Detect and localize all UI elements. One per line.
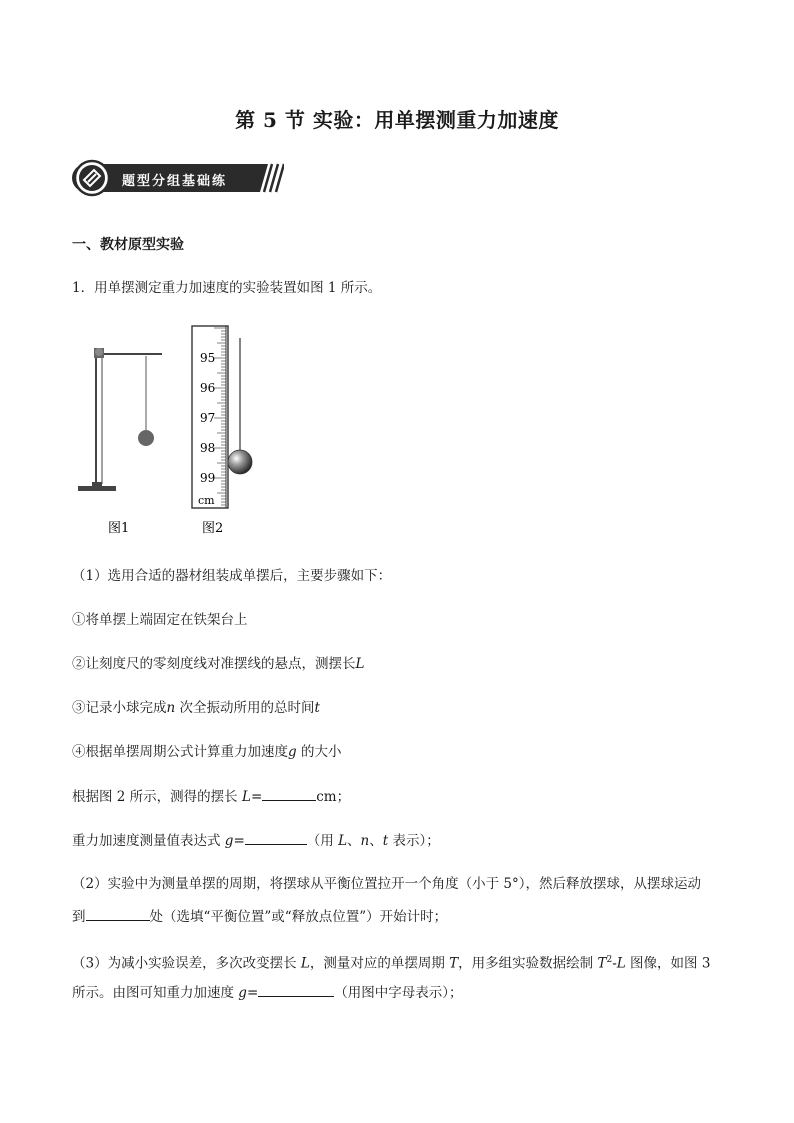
step-2: ②让刻度尺的零刻度线对准摆线的悬点，测摆长L xyxy=(72,656,365,672)
part2-line1: （2）实验中为测量单摆的周期，将摆球从平衡位置拉开一个角度（小于 5°），然后释放摆球，从摆球运动 xyxy=(72,876,701,892)
ruler-unit: cm xyxy=(198,494,215,507)
ruler-tick-97: 97 xyxy=(200,411,216,425)
part3-line2: 所示。由图可知重力加速度 g= （用图中字母表示）； xyxy=(72,982,463,1003)
fill-g-expression: 重力加速度测量值表达式 g= （用 L、n、t 表示）； xyxy=(72,830,440,851)
ruler-diagram xyxy=(192,326,252,508)
fill-length: 根据图 2 所示，测得的摆长 L= cm； xyxy=(72,786,350,807)
step-3: ③记录小球完成n 次全振动所用的总时间t xyxy=(72,700,320,716)
step-4: ④根据单摆周期公式计算重力加速度g 的大小 xyxy=(72,744,342,760)
ruler-tick-95: 95 xyxy=(200,351,216,365)
ruler-tick-99: 99 xyxy=(200,471,216,485)
step-1: ①将单摆上端固定在铁架台上 xyxy=(72,612,248,628)
fig2-caption: 图2 xyxy=(202,521,224,536)
answer-blank-length[interactable] xyxy=(262,786,316,801)
stand-diagram xyxy=(78,348,162,491)
banner-label: 题型分组基础练 xyxy=(122,174,228,189)
section-heading: 一、教材原型实验 xyxy=(72,237,184,253)
part1-intro: （1）选用合适的器材组装成单摆后，主要步骤如下： xyxy=(72,568,392,584)
page-title: 第 5 节 实验：用单摆测重力加速度 xyxy=(235,108,559,132)
part2-line2: 到 处（选填“平衡位置”或“释放点位置”）开始计时； xyxy=(72,906,447,927)
pendulum-figure xyxy=(72,318,272,538)
answer-blank-timing[interactable] xyxy=(86,906,150,921)
ruler-tick-98: 98 xyxy=(200,441,216,455)
question-stem: 1．用单摆测定重力加速度的实验装置如图 1 所示。 xyxy=(72,280,382,296)
fig1-caption: 图1 xyxy=(108,521,130,536)
part3-line1: （3）为减小实验误差，多次改变摆长 L，测量对应的单摆周期 T，用多组实验数据绘制 $T^2-L$ 图像，如图 3 xyxy=(72,955,711,972)
answer-blank-g[interactable] xyxy=(245,830,307,845)
answer-blank-graph-g[interactable] xyxy=(258,982,334,997)
ruler-tick-96: 96 xyxy=(200,381,216,395)
